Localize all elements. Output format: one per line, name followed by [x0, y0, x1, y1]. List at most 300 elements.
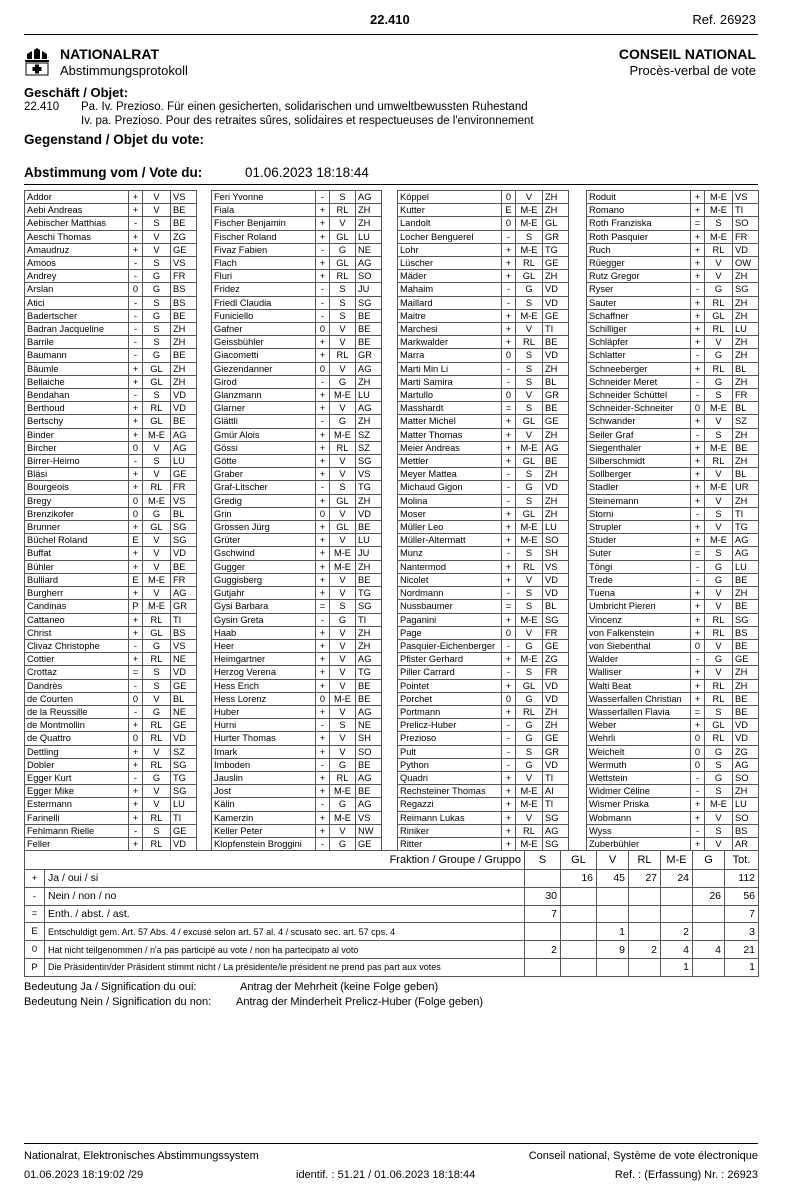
- member-row: [212, 692, 382, 705]
- canton-cell: ZG: [543, 653, 569, 666]
- member-name: Badertscher: [25, 309, 129, 322]
- count-cell: [525, 923, 561, 941]
- member-row: [212, 283, 382, 296]
- canton-cell: TI: [356, 613, 382, 626]
- member-name: Sollberger: [587, 468, 691, 481]
- header-rule: [24, 34, 758, 35]
- group-cell: S: [516, 745, 543, 758]
- vote-cell: +: [691, 600, 705, 613]
- member-name: Keller Peter: [212, 824, 316, 837]
- member-name: Berthoud: [25, 402, 129, 415]
- vote-cell: -: [502, 230, 516, 243]
- member-row: [398, 204, 569, 217]
- canton-cell: VD: [171, 389, 197, 402]
- canton-cell: VD: [356, 507, 382, 520]
- member-name: Weichelt: [587, 745, 691, 758]
- member-row: [212, 837, 382, 850]
- vote-cell: -: [691, 560, 705, 573]
- vote-cell: 0: [691, 745, 705, 758]
- vote-cell: +: [129, 613, 143, 626]
- member-row: [212, 560, 382, 573]
- count-cell: [661, 905, 693, 923]
- member-row: [212, 705, 382, 718]
- member-row: [398, 732, 569, 745]
- canton-cell: ZH: [733, 587, 759, 600]
- vote-cell: +: [502, 771, 516, 784]
- count-cell: 4: [661, 941, 693, 959]
- group-cell: V: [330, 468, 356, 481]
- group-cell: S: [516, 375, 543, 388]
- count-cell: 4: [693, 941, 725, 959]
- vote-cell: +: [129, 547, 143, 560]
- member-row: [587, 415, 759, 428]
- group-cell: V: [330, 626, 356, 639]
- vote-cell: +: [691, 798, 705, 811]
- canton-cell: SZ: [356, 428, 382, 441]
- member-name: Suter: [587, 547, 691, 560]
- canton-cell: BE: [356, 785, 382, 798]
- member-row: [212, 626, 382, 639]
- member-name: Gutjahr: [212, 587, 316, 600]
- member-row: [587, 455, 759, 468]
- member-name: Feller: [25, 837, 129, 850]
- vote-cell: E: [502, 204, 516, 217]
- vote-cell: -: [316, 375, 330, 388]
- canton-cell: BE: [733, 705, 759, 718]
- vote-cell: 0: [129, 494, 143, 507]
- vote-cell: +: [691, 613, 705, 626]
- vote-table-column-3: [397, 190, 569, 851]
- member-name: de Montmollin: [25, 719, 129, 732]
- member-row: [25, 257, 197, 270]
- member-row: [212, 547, 382, 560]
- canton-cell: LU: [543, 521, 569, 534]
- member-row: [212, 468, 382, 481]
- vote-cell: -: [129, 257, 143, 270]
- canton-cell: BE: [171, 309, 197, 322]
- canton-cell: ZH: [543, 705, 569, 718]
- member-name: Pult: [398, 745, 502, 758]
- member-row: [398, 507, 569, 520]
- vote-cell: +: [502, 811, 516, 824]
- group-cell: V: [330, 336, 356, 349]
- vote-cell: +: [129, 811, 143, 824]
- canton-cell: AG: [733, 547, 759, 560]
- group-cell: V: [705, 415, 733, 428]
- canton-cell: BE: [171, 217, 197, 230]
- member-row: [587, 270, 759, 283]
- group-cell: V: [330, 679, 356, 692]
- group-cell: G: [516, 758, 543, 771]
- count-cell: [561, 958, 597, 976]
- canton-cell: FR: [733, 389, 759, 402]
- member-name: Wismer Priska: [587, 798, 691, 811]
- member-row: [398, 587, 569, 600]
- canton-cell: NE: [171, 653, 197, 666]
- canton-cell: GE: [543, 309, 569, 322]
- canton-cell: NW: [356, 824, 382, 837]
- group-cell: M-E: [516, 785, 543, 798]
- member-row: [398, 785, 569, 798]
- member-name: Stadler: [587, 481, 691, 494]
- group-cell: M-E: [705, 481, 733, 494]
- meaning-yes-value: Antrag der Mehrheit (keine Folge geben): [240, 981, 439, 993]
- vote-cell: 0: [129, 732, 143, 745]
- group-cell: G: [143, 771, 171, 784]
- canton-cell: BE: [356, 309, 382, 322]
- group-cell: GL: [705, 719, 733, 732]
- member-row: [587, 481, 759, 494]
- member-name: Bourgeois: [25, 481, 129, 494]
- group-cell: S: [143, 257, 171, 270]
- vote-cell: -: [316, 798, 330, 811]
- member-name: Gredig: [212, 494, 316, 507]
- member-name: Zuberbühler: [587, 837, 691, 850]
- business-title-de: Pa. Iv. Prezioso. Für einen gesicherten, solidarischen und umweltbewussten Ruhestand: [81, 101, 528, 113]
- vote-cell: +: [691, 719, 705, 732]
- count-cell: 26: [693, 887, 725, 905]
- vote-cell: -: [316, 613, 330, 626]
- member-row: [25, 389, 197, 402]
- canton-cell: GE: [543, 257, 569, 270]
- member-name: Sauter: [587, 296, 691, 309]
- group-cell: S: [143, 824, 171, 837]
- member-name: Vincenz: [587, 613, 691, 626]
- member-name: Amaudruz: [25, 243, 129, 256]
- member-name: Geissbühler: [212, 336, 316, 349]
- member-name: Büchel Roland: [25, 534, 129, 547]
- vote-cell: =: [129, 666, 143, 679]
- member-row: [25, 653, 197, 666]
- group-cell: G: [705, 771, 733, 784]
- group-cell: V: [516, 811, 543, 824]
- member-name: Paganini: [398, 613, 502, 626]
- member-row: [25, 811, 197, 824]
- member-name: Kälin: [212, 798, 316, 811]
- group-header: GL: [561, 851, 597, 870]
- member-row: [212, 719, 382, 732]
- group-cell: M-E: [330, 785, 356, 798]
- canton-cell: AG: [356, 653, 382, 666]
- group-cell: M-E: [516, 798, 543, 811]
- vote-cell: +: [316, 402, 330, 415]
- member-row: [398, 296, 569, 309]
- group-cell: S: [516, 666, 543, 679]
- group-cell: V: [330, 534, 356, 547]
- group-cell: RL: [330, 771, 356, 784]
- group-cell: V: [330, 455, 356, 468]
- member-row: [398, 270, 569, 283]
- member-name: Fehlmann Rielle: [25, 824, 129, 837]
- canton-cell: BE: [171, 204, 197, 217]
- vote-cell: +: [316, 257, 330, 270]
- vote-cell: +: [129, 587, 143, 600]
- member-row: [587, 362, 759, 375]
- member-row: [398, 666, 569, 679]
- member-row: [587, 811, 759, 824]
- group-cell: V: [705, 639, 733, 652]
- member-name: Fivaz Fabien: [212, 243, 316, 256]
- canton-cell: GR: [543, 389, 569, 402]
- group-cell: RL: [143, 732, 171, 745]
- vote-cell: +: [502, 441, 516, 454]
- member-row: [587, 666, 759, 679]
- member-name: Schneider-Schneiter: [587, 402, 691, 415]
- canton-cell: TG: [356, 666, 382, 679]
- canton-cell: NE: [171, 705, 197, 718]
- member-row: [398, 309, 569, 322]
- member-name: Cottier: [25, 653, 129, 666]
- canton-cell: JU: [356, 547, 382, 560]
- group-cell: V: [516, 323, 543, 336]
- member-row: [212, 785, 382, 798]
- member-name: Wasserfallen Flavia: [587, 705, 691, 718]
- vote-cell: +: [502, 257, 516, 270]
- canton-cell: GR: [543, 230, 569, 243]
- group-cell: G: [330, 613, 356, 626]
- member-row: [25, 639, 197, 652]
- vote-cell: +: [502, 323, 516, 336]
- canton-cell: VD: [171, 547, 197, 560]
- member-name: Estermann: [25, 798, 129, 811]
- canton-cell: ZH: [733, 336, 759, 349]
- vote-date-value: 01.06.2023 18:18:44: [245, 165, 369, 180]
- canton-cell: AG: [171, 428, 197, 441]
- vote-cell: =: [691, 705, 705, 718]
- canton-cell: ZH: [356, 217, 382, 230]
- member-name: Strupler: [587, 521, 691, 534]
- vote-cell: +: [316, 547, 330, 560]
- group-cell: M-E: [705, 230, 733, 243]
- canton-cell: SO: [356, 745, 382, 758]
- canton-cell: GE: [171, 468, 197, 481]
- vote-cell: +: [129, 837, 143, 850]
- member-row: [212, 389, 382, 402]
- group-cell: V: [143, 798, 171, 811]
- group-cell: V: [143, 468, 171, 481]
- canton-cell: VS: [171, 639, 197, 652]
- member-row: [398, 336, 569, 349]
- member-row: [25, 758, 197, 771]
- group-cell: S: [143, 455, 171, 468]
- canton-cell: ZH: [733, 679, 759, 692]
- member-row: [398, 349, 569, 362]
- member-name: Wehrli: [587, 732, 691, 745]
- member-name: Nicolet: [398, 573, 502, 586]
- canton-cell: GE: [171, 679, 197, 692]
- group-cell: RL: [143, 653, 171, 666]
- member-row: [212, 534, 382, 547]
- vote-cell: 0: [502, 626, 516, 639]
- vote-cell: +: [316, 560, 330, 573]
- group-cell: M-E: [330, 692, 356, 705]
- canton-cell: LU: [356, 389, 382, 402]
- vote-cell: +: [691, 666, 705, 679]
- vote-cell: +: [691, 336, 705, 349]
- member-row: [25, 402, 197, 415]
- vote-cell: =: [691, 217, 705, 230]
- count-cell: [597, 887, 629, 905]
- group-cell: G: [516, 639, 543, 652]
- group-cell: GL: [143, 375, 171, 388]
- count-cell: 112: [725, 870, 759, 888]
- vote-cell: +: [316, 639, 330, 652]
- member-name: Walti Beat: [587, 679, 691, 692]
- member-row: [587, 653, 759, 666]
- member-name: Meyer Mattea: [398, 468, 502, 481]
- group-cell: G: [143, 639, 171, 652]
- group-cell: V: [516, 573, 543, 586]
- member-row: [398, 494, 569, 507]
- member-row: [587, 639, 759, 652]
- vote-cell: +: [316, 428, 330, 441]
- vote-cell: +: [502, 679, 516, 692]
- count-cell: [561, 941, 597, 959]
- member-name: Christ: [25, 626, 129, 639]
- group-cell: M-E: [516, 521, 543, 534]
- count-cell: 56: [725, 887, 759, 905]
- canton-cell: BE: [733, 600, 759, 613]
- member-name: Grüter: [212, 534, 316, 547]
- canton-cell: BE: [543, 336, 569, 349]
- vote-cell: +: [129, 375, 143, 388]
- member-row: [212, 296, 382, 309]
- member-row: [587, 573, 759, 586]
- canton-cell: ZH: [171, 336, 197, 349]
- group-cell: V: [330, 732, 356, 745]
- group-cell: GL: [143, 362, 171, 375]
- canton-cell: FR: [171, 573, 197, 586]
- vote-cell: -: [691, 507, 705, 520]
- vote-cell: +: [691, 679, 705, 692]
- member-name: Mettler: [398, 455, 502, 468]
- vote-cell: 0: [129, 441, 143, 454]
- vote-cell: +: [502, 560, 516, 573]
- group-header: V: [597, 851, 629, 870]
- vote-cell: =: [502, 402, 516, 415]
- group-cell: S: [705, 217, 733, 230]
- vote-cell: P: [129, 600, 143, 613]
- member-name: Quadri: [398, 771, 502, 784]
- group-cell: M-E: [330, 428, 356, 441]
- vote-cell: +: [129, 560, 143, 573]
- vote-cell: -: [691, 283, 705, 296]
- member-name: Glättli: [212, 415, 316, 428]
- canton-cell: BS: [171, 296, 197, 309]
- member-name: Grin: [212, 507, 316, 520]
- group-cell: S: [330, 296, 356, 309]
- group-cell: M-E: [516, 309, 543, 322]
- canton-cell: VD: [543, 692, 569, 705]
- member-name: Gafner: [212, 323, 316, 336]
- canton-cell: GE: [356, 837, 382, 850]
- member-row: [587, 323, 759, 336]
- org-name-de: NATIONALRAT: [60, 46, 160, 62]
- member-name: Ryser: [587, 283, 691, 296]
- member-row: [25, 613, 197, 626]
- member-name: Walder: [587, 653, 691, 666]
- canton-cell: TI: [543, 323, 569, 336]
- member-row: [398, 798, 569, 811]
- canton-cell: VD: [171, 732, 197, 745]
- member-name: Crottaz: [25, 666, 129, 679]
- member-name: Barrile: [25, 336, 129, 349]
- vote-cell: -: [316, 243, 330, 256]
- group-cell: GL: [516, 270, 543, 283]
- group-cell: M-E: [516, 441, 543, 454]
- member-name: Widmer Céline: [587, 785, 691, 798]
- member-name: Farinelli: [25, 811, 129, 824]
- vote-cell: +: [129, 481, 143, 494]
- member-name: Birrer-Heimo: [25, 455, 129, 468]
- vote-cell: +: [129, 230, 143, 243]
- vote-cell: +: [316, 534, 330, 547]
- group-cell: RL: [705, 455, 733, 468]
- member-name: Imboden: [212, 758, 316, 771]
- vote-cell: 0: [502, 692, 516, 705]
- count-cell: 2: [629, 941, 661, 959]
- member-name: Riniker: [398, 824, 502, 837]
- group-cell: RL: [705, 362, 733, 375]
- member-name: Gysi Barbara: [212, 600, 316, 613]
- member-name: von Siebenthal: [587, 639, 691, 652]
- member-row: [587, 283, 759, 296]
- member-name: Wasserfallen Christian: [587, 692, 691, 705]
- group-cell: M-E: [143, 428, 171, 441]
- vote-cell: +: [129, 719, 143, 732]
- vote-cell: -: [691, 389, 705, 402]
- vote-cell: +: [691, 270, 705, 283]
- canton-cell: SG: [356, 296, 382, 309]
- vote-cell: +: [316, 455, 330, 468]
- member-name: Marra: [398, 349, 502, 362]
- member-name: Friedl Claudia: [212, 296, 316, 309]
- vote-cell: +: [316, 745, 330, 758]
- member-row: [587, 785, 759, 798]
- member-name: Götte: [212, 455, 316, 468]
- vote-cell: -: [129, 296, 143, 309]
- member-row: [212, 811, 382, 824]
- member-row: [25, 441, 197, 454]
- group-cell: S: [330, 481, 356, 494]
- group-cell: RL: [143, 613, 171, 626]
- group-cell: S: [516, 296, 543, 309]
- member-row: [587, 732, 759, 745]
- member-name: Herzog Verena: [212, 666, 316, 679]
- member-row: [587, 692, 759, 705]
- group-cell: S: [330, 719, 356, 732]
- vote-cell: +: [316, 705, 330, 718]
- canton-cell: ZH: [733, 666, 759, 679]
- canton-cell: AG: [543, 441, 569, 454]
- canton-cell: BE: [356, 679, 382, 692]
- group-cell: RL: [330, 349, 356, 362]
- member-row: [587, 494, 759, 507]
- vote-cell: +: [691, 626, 705, 639]
- member-name: Lohr: [398, 243, 502, 256]
- member-row: [587, 547, 759, 560]
- group-cell: S: [516, 494, 543, 507]
- footer-system-fr: Conseil national, Système de vote électronique: [528, 1150, 758, 1162]
- canton-cell: JU: [356, 283, 382, 296]
- count-cell: [629, 887, 661, 905]
- canton-cell: BL: [733, 402, 759, 415]
- vote-cell: +: [502, 824, 516, 837]
- canton-cell: VD: [171, 837, 197, 850]
- member-name: Studer: [587, 534, 691, 547]
- member-name: Schwander: [587, 415, 691, 428]
- canton-cell: BL: [733, 468, 759, 481]
